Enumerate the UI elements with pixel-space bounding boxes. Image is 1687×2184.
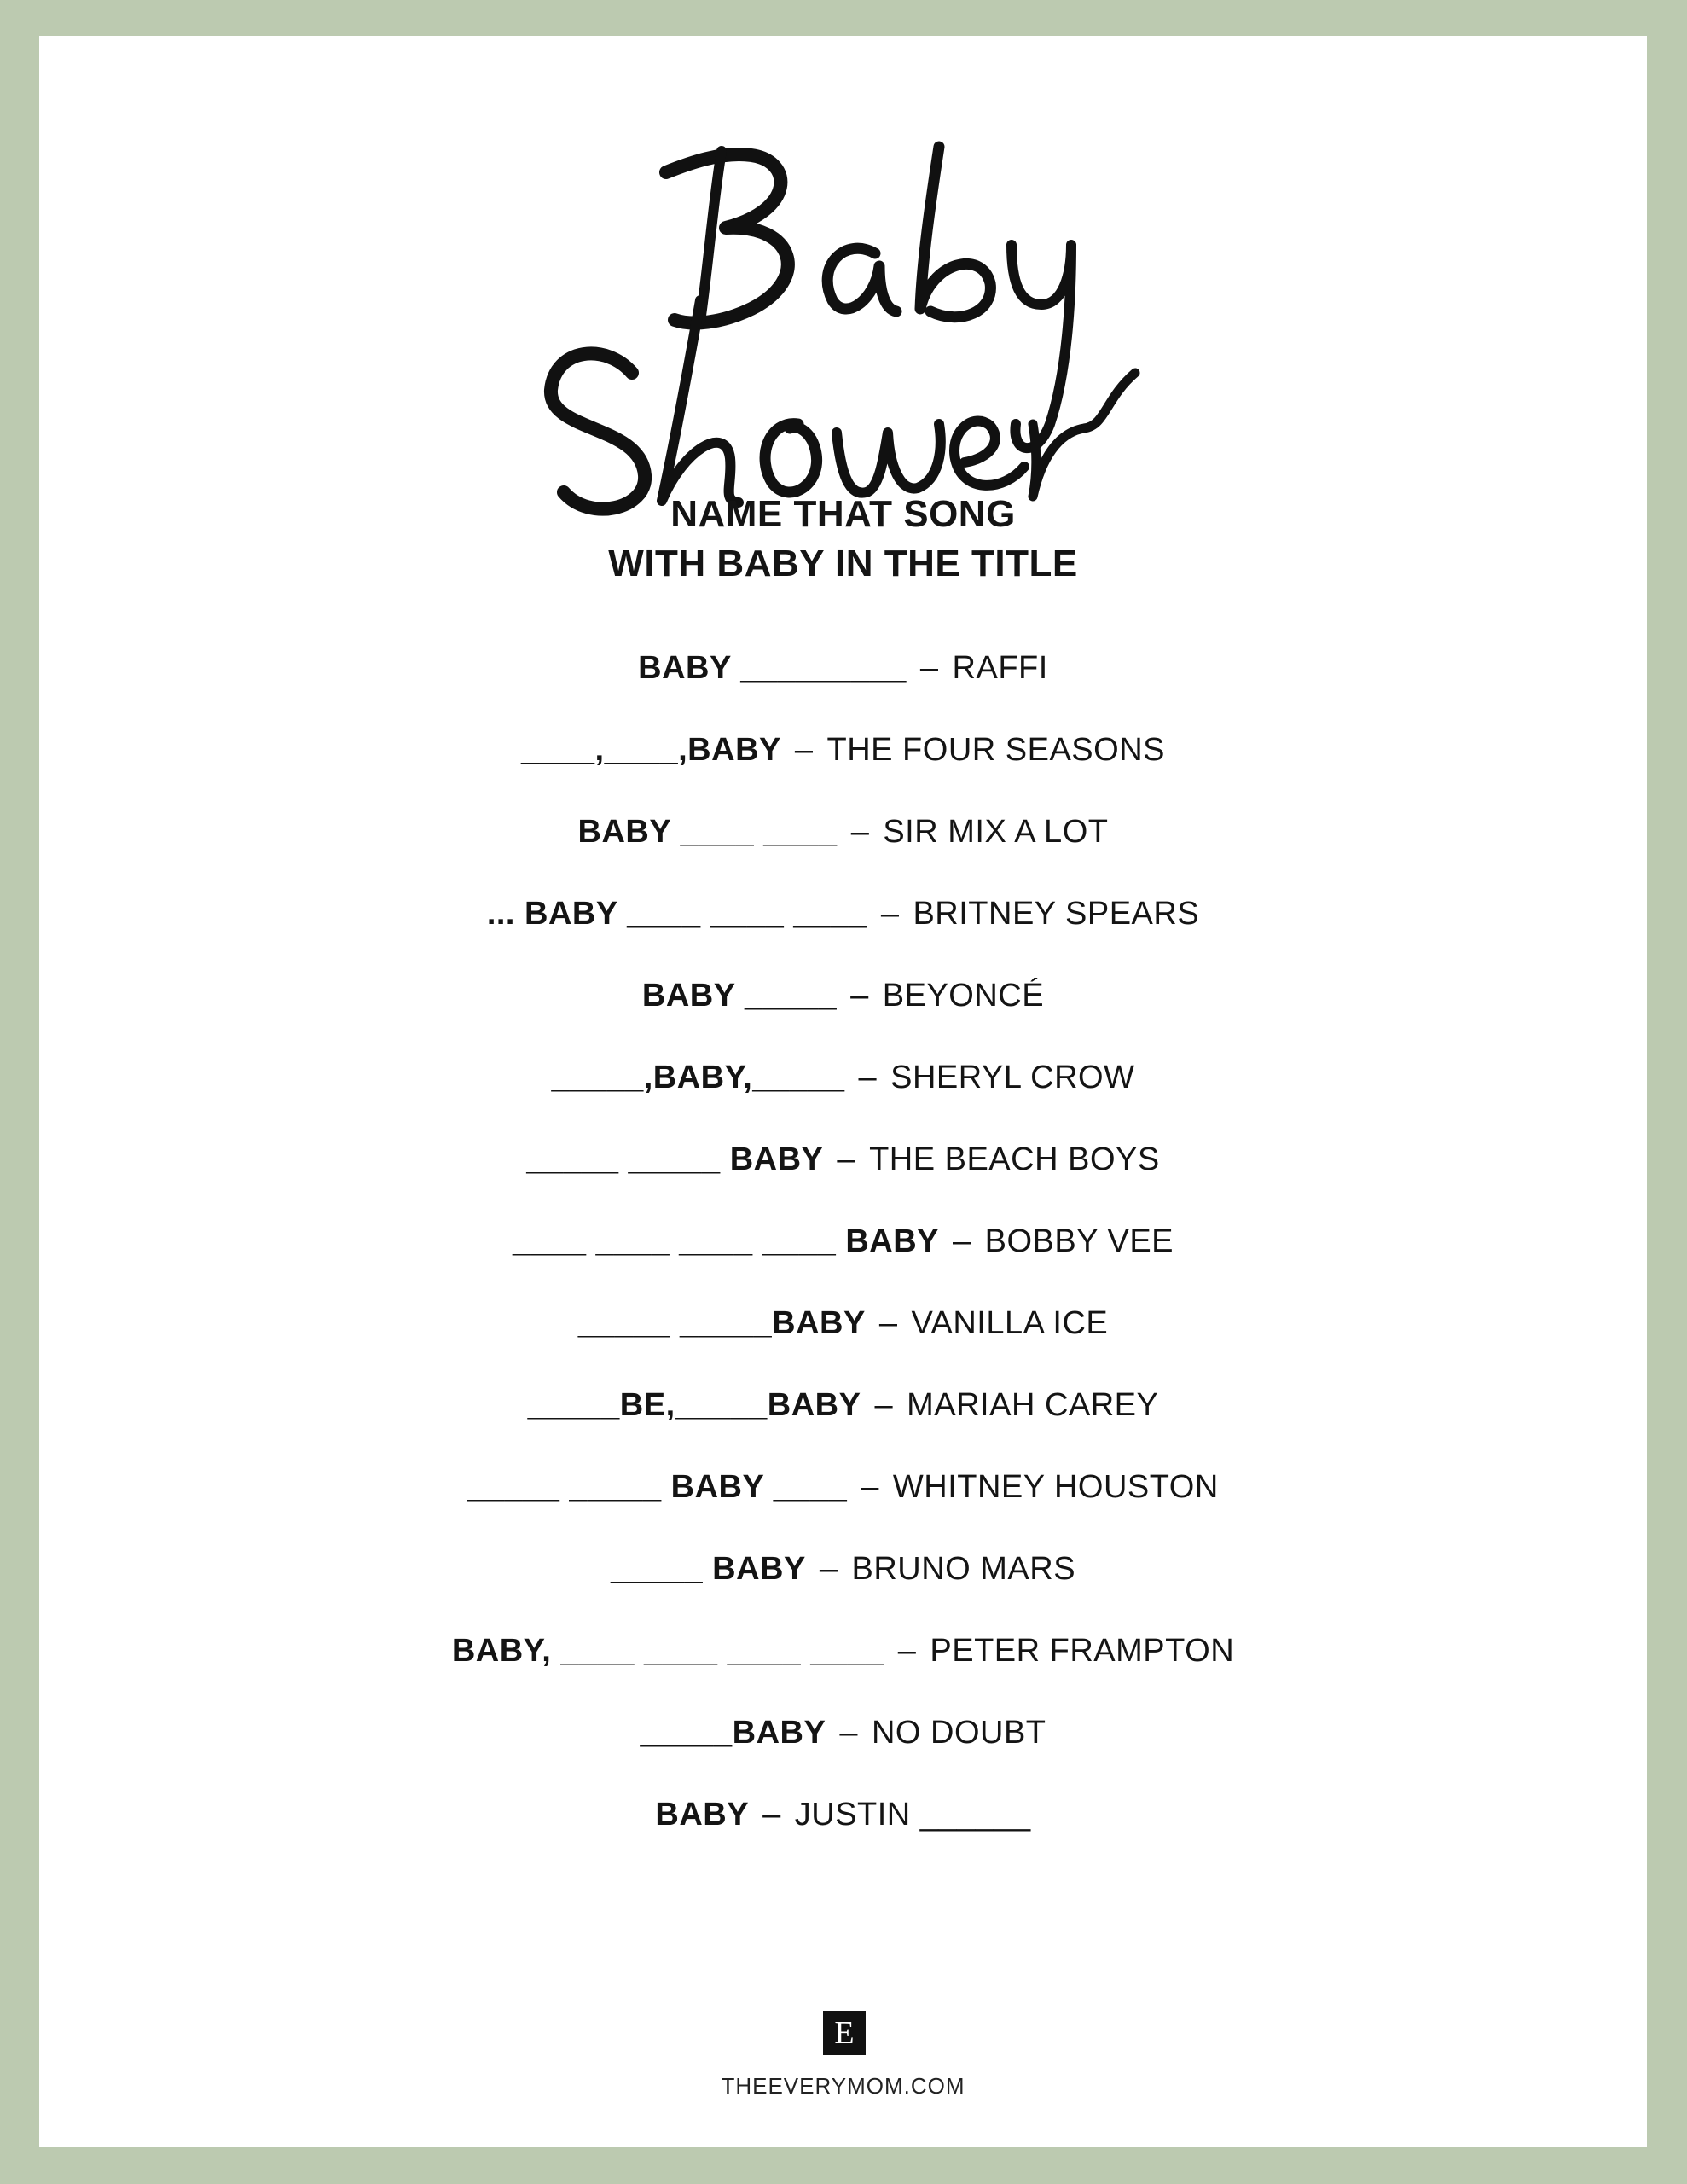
song-line: _____BABY – NO DOUBT: [640, 1715, 1046, 1751]
script-lettering-graphic: [538, 117, 1152, 522]
song-line: _____,BABY,_____ – SHERYL CROW: [551, 1060, 1135, 1095]
song-line: ____ ____ ____ ____ BABY – BOBBY VEE: [512, 1223, 1174, 1259]
song-artist: JUSTIN ______: [794, 1797, 1031, 1833]
song-artist: BEYONCÉ: [882, 978, 1045, 1014]
song-artist: MARIAH CAREY: [907, 1387, 1159, 1423]
subtitle-line-2: WITH BABY IN THE TITLE: [608, 543, 1078, 584]
song-line: _____BE,_____BABY – MARIAH CAREY: [527, 1387, 1159, 1423]
song-artist: SHERYL CROW: [890, 1060, 1135, 1095]
song-clue: _____BABY: [640, 1715, 826, 1751]
song-artist: RAFFI: [952, 650, 1048, 686]
song-clue: BABY, ____ ____ ____ ____: [451, 1633, 884, 1669]
song-artist: SIR MIX A LOT: [883, 814, 1109, 850]
song-line: BABY ____ ____ – SIR MIX A LOT: [577, 814, 1109, 850]
song-clue: BABY: [655, 1797, 750, 1833]
song-clue: BABY ____ ____: [577, 814, 838, 850]
song-clue: ____,____,BABY: [521, 732, 781, 768]
song-clue: ... BABY ____ ____ ____: [486, 896, 867, 932]
song-line: ... BABY ____ ____ ____ – BRITNEY SPEARS: [486, 896, 1200, 932]
subtitle-line-1: NAME THAT SONG: [670, 493, 1016, 535]
song-clue: _____ _____ BABY ____: [467, 1469, 848, 1505]
song-clue: _____BE,_____BABY: [527, 1387, 861, 1423]
song-clue: ____ ____ ____ ____ BABY: [512, 1223, 940, 1259]
song-clue: BABY _____: [641, 978, 838, 1014]
song-artist: BRUNO MARS: [851, 1551, 1076, 1587]
song-artist: PETER FRAMPTON: [930, 1633, 1235, 1669]
song-clue: _____,BABY,_____: [551, 1060, 845, 1095]
song-line: _____ BABY – BRUNO MARS: [610, 1551, 1076, 1587]
website-url: THEEVERYMOM.COM: [721, 2073, 965, 2099]
song-artist: BRITNEY SPEARS: [913, 896, 1200, 932]
brand-logo-icon: E: [823, 2011, 866, 2055]
song-clue: _____ BABY: [610, 1551, 806, 1587]
song-line: BABY – JUSTIN ______: [655, 1797, 1031, 1833]
song-artist: BOBBY VEE: [984, 1223, 1174, 1259]
song-clue: BABY _________: [638, 650, 907, 686]
song-line: _____ _____ BABY – THE BEACH BOYS: [526, 1141, 1160, 1177]
song-line: _____ _____ BABY ____ – WHITNEY HOUSTON: [467, 1469, 1219, 1505]
song-clue: _____ _____BABY: [577, 1305, 866, 1341]
song-artist: VANILLA ICE: [911, 1305, 1109, 1341]
song-line: BABY _________ – RAFFI: [638, 650, 1048, 686]
song-line: BABY _____ – BEYONCÉ: [641, 978, 1045, 1014]
song-artist: THE BEACH BOYS: [869, 1141, 1160, 1177]
song-clue: _____ _____ BABY: [526, 1141, 824, 1177]
song-line: ____,____,BABY – THE FOUR SEASONS: [521, 732, 1165, 768]
worksheet-page: [39, 36, 1647, 2147]
baby-shower-script-logo: [538, 117, 1152, 522]
song-artist: WHITNEY HOUSTON: [892, 1469, 1219, 1505]
song-artist: NO DOUBT: [871, 1715, 1046, 1751]
song-line: _____ _____BABY – VANILLA ICE: [577, 1305, 1109, 1341]
song-artist: THE FOUR SEASONS: [826, 732, 1165, 768]
song-line: BABY, ____ ____ ____ ____ – PETER FRAMPTON: [451, 1633, 1235, 1669]
